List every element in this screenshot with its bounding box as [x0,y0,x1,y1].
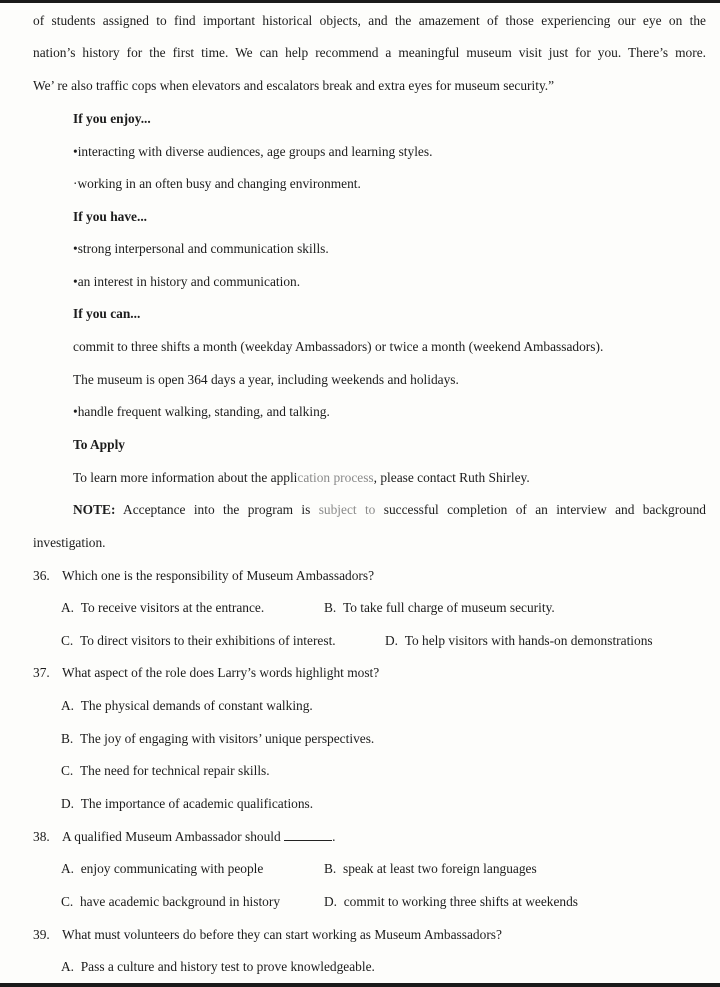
question-38-number: 38. [33,829,50,844]
question-39-number: 39. [33,927,50,942]
note-text-part-2: successful completion of an interview and background [375,502,706,517]
note-label: NOTE: [73,502,116,517]
q38-option-a[interactable] [61,860,263,878]
q36-option-a[interactable] [61,599,264,617]
apply-heading: To Apply [73,437,125,452]
question-39-stem: What must volunteers do before they can start working as Museum Ambassadors? [62,927,502,942]
can-item-2: The museum is open 364 days a year, including weekends and holidays. [73,372,459,387]
option-text: speak at least two foreign languages [342,861,537,876]
q36-option-c[interactable] [61,632,336,650]
option-letter: C. [61,633,74,648]
option-letter: A. [61,698,75,713]
q37-option-b[interactable] [61,730,374,748]
question-37-number: 37. [33,665,50,680]
option-text: The physical demands of constant walking. [80,698,313,713]
option-text: enjoy communicating with people [80,861,264,876]
apply-text-part-2: , please contact Ruth Shirley. [373,470,530,485]
option-letter: B. [324,861,337,876]
option-letter: A. [61,959,75,974]
enjoy-heading: If you enjoy... [73,111,151,126]
q36-option-d[interactable] [385,632,653,650]
option-letter: B. [61,731,74,746]
bottom-border [0,983,720,987]
question-37-stem: What aspect of the role does Larry’s words highlight most? [62,665,380,680]
top-border [0,0,720,3]
option-text: To receive visitors at the entrance. [80,600,265,615]
q39-option-a[interactable] [61,958,375,976]
option-text: To direct visitors to their exhibitions of interest. [79,633,336,648]
have-item-2: •an interest in history and communication. [73,274,301,289]
option-text: have academic background in history [79,894,281,909]
can-heading: If you can... [73,306,141,321]
note-continuation: investigation. [33,535,106,550]
note-text-part-1: Acceptance into the program is [115,502,319,517]
option-text: To help visitors with hands-on demonstrations [404,633,653,648]
option-text: To take full charge of museum security. [342,600,555,615]
option-text: The need for technical repair skills. [79,763,270,778]
question-36-stem: Which one is the responsibility of Museum Ambassadors? [62,568,375,583]
option-letter: D. [61,796,75,811]
have-item-1: •strong interpersonal and communication skills. [73,241,329,256]
apply-text-part-1: To learn more information about the appli [73,470,298,485]
q38-option-c[interactable] [61,893,280,911]
stem-text: A qualified Museum Ambassador should [62,829,281,844]
q36-option-b[interactable] [324,599,555,617]
have-heading: If you have... [73,209,148,224]
apply-text-faint: cation process [297,470,374,485]
answer-blank[interactable] [284,828,332,841]
option-text: The joy of engaging with visitors’ unique perspectives. [79,731,375,746]
option-text: The importance of academic qualifications. [80,796,314,811]
enjoy-item-2: ·working in an often busy and changing environment. [73,176,361,191]
apply-text [73,469,530,487]
option-letter: C. [61,894,74,909]
question-38-stem [62,828,335,846]
note-line [73,501,706,519]
q37-option-a[interactable] [61,697,313,715]
enjoy-item-1: •interacting with diverse audiences, age groups and learning styles. [73,144,433,159]
option-letter: C. [61,763,74,778]
option-letter: D. [385,633,399,648]
option-letter: A. [61,861,75,876]
option-text: Pass a culture and history test to prove knowledgeable. [80,959,375,974]
note-text-faint: subject to [318,502,376,517]
intro-line-3: We’ re also traffic cops when elevators and escalators break and extra eyes for museum security.” [33,78,555,93]
intro-line-1: of students assigned to find important historical objects, and the amazement of those experiencing our eye on the [33,13,706,28]
q37-option-c[interactable] [61,762,270,780]
question-36-number: 36. [33,568,50,583]
option-letter: B. [324,600,337,615]
stem-end: . [332,829,336,844]
option-letter: D. [324,894,338,909]
intro-line-2: nation’s history for the first time. We can help recommend a meaningful museum visit just for you. There’s more. [33,45,706,60]
q37-option-d[interactable] [61,795,313,813]
can-item-3: •handle frequent walking, standing, and talking. [73,404,330,419]
option-text: commit to working three shifts at weekends [343,894,579,909]
can-item-1: commit to three shifts a month (weekday Ambassadors) or twice a month (weekend Ambassadors). [73,339,604,354]
option-letter: A. [61,600,75,615]
q38-option-d[interactable] [324,893,578,911]
q38-option-b[interactable] [324,860,537,878]
